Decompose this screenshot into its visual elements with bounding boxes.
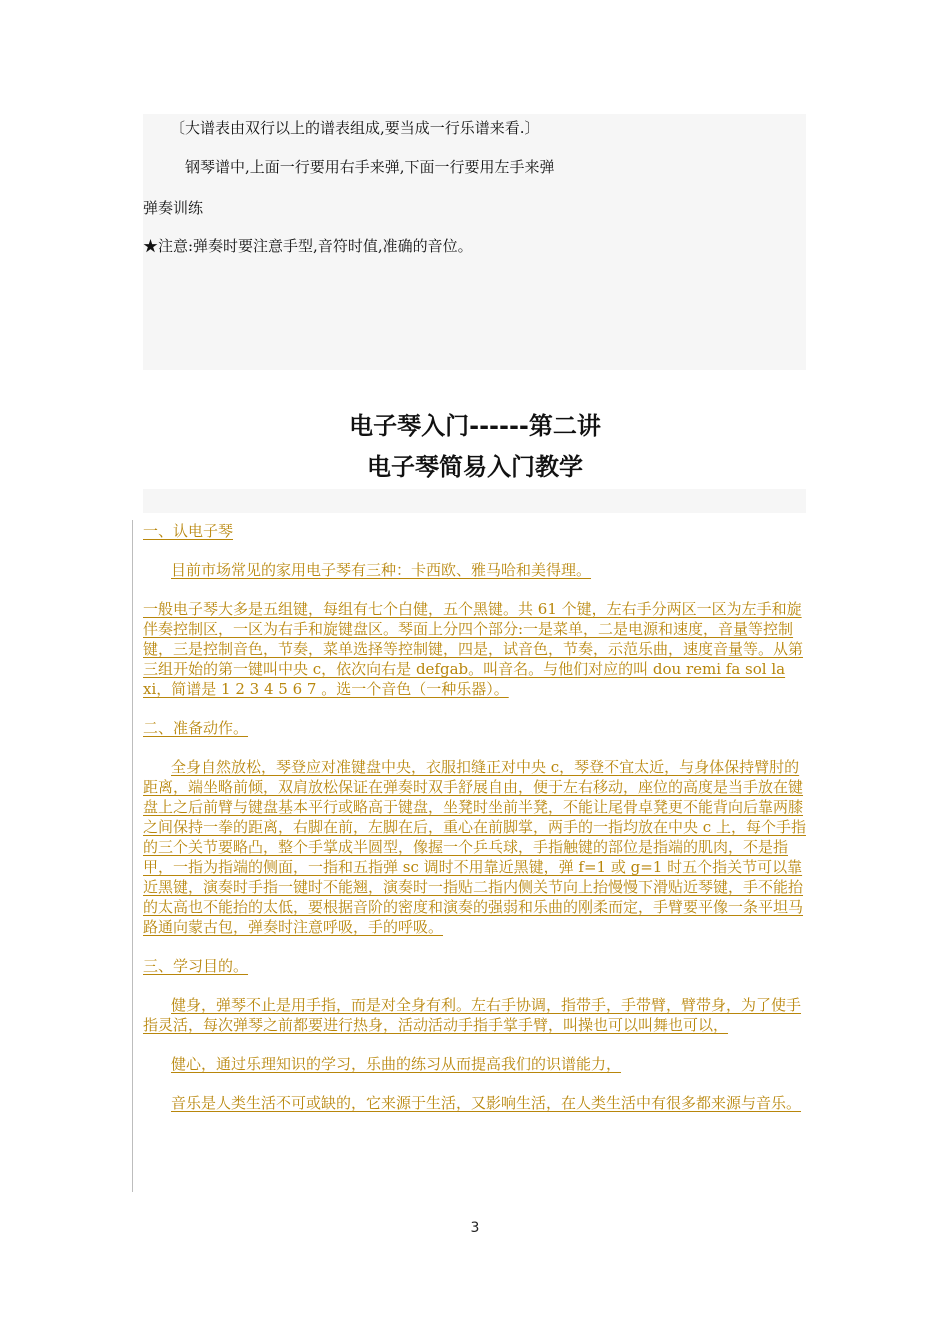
paragraph: 一般电子琴大多是五组键，每组有七个白健，五个黑键。共 61 个键，左右手分两区一区为左手和旋伴奏控制区，一区为右手和旋键盘区。琴面上分四个部分:一是菜单，二是电源和速度，音量等控制键，三是控制音色，节奏，菜单选择等控制键，四是，试音色，节奏，示范乐曲，速度音量等。从第三组开始的第一键叫中央 c，依次向右是 defgab。叫音名。与他们对应的叫 dou remi fa sol la xi，简谱是 1 2 3 4 5 6 7 。选一个音色（一种乐器）。 [143, 600, 804, 698]
lesson-content [143, 521, 808, 1113]
paragraph: 全身自然放松，琴登应对准键盘中央，衣服扣缝正对中央 c，琴登不宜太近，与身体保持臂肘的距离，端坐略前倾，双肩放松保证在弹奏时双手舒展自由，便于左右移动，座位的高度是当手放在键盘上之后前臂与键盘基本平行或略高于键盘，坐凳时坐前半凳，不能让尾骨卓凳更不能背向后靠两膝之间保持一拳的距离，右脚在前，左脚在后，重心在前脚掌，两手的一指均放在中央 c 上，每个手指的三个关节要略凸，整个手掌成半圆型，像握一个乒乓球，手指触键的部位是指端的肌肉，不是指甲，一指为指端的侧面，一指和五指弹 sc 调时不用靠近黑键，弹 f=1 或 g=1 时五个指关节可以靠近黑键，演奏时手指一键时不能翘，演奏时一指贴二指内侧关节向上抬慢慢下滑贴近琴键，手不能抬的太高也不能抬的太低，要根据音阶的密度和演奏的强弱和乐曲的刚柔而定，手臂要平像一条平坦马路通向蒙古包，弹奏时注意呼吸，手的呼吸。 [143, 758, 806, 936]
paragraph: 目前市场常见的家用电子琴有三种：卡西欧、雅马哈和美得理。 [171, 561, 592, 579]
revision-bar [132, 520, 133, 1192]
page-subtitle: 电子琴简易入门教学 [367, 453, 583, 481]
paragraph: 健心，通过乐理知识的学习，乐曲的练习从而提高我们的识谱能力， [171, 1055, 622, 1073]
intro-line-note: ★注意:弹奏时要注意手型,音符时值,准确的音位。 [143, 237, 473, 255]
section-heading-1: 一、认电子琴 [143, 522, 234, 540]
paragraph: 健身，弹琴不止是用手指，而是对全身有利。左右手协调，指带手，手带臂，臂带身，为了使手指灵活，每次弹琴之前都要进行热身，活动活动手指手掌手臂，叫操也可以叫舞也可以， [143, 996, 802, 1034]
section-heading-2: 二、准备动作。 [143, 719, 249, 737]
section-heading-3: 三、学习目的。 [143, 957, 249, 975]
title-divider-strip [143, 489, 806, 513]
page-number: 3 [470, 1220, 480, 1236]
intro-line-grand-staff: 〔大谱表由双行以上的谱表组成,要当成一行乐谱来看.〕 [170, 119, 540, 137]
page-title: 电子琴入门------第二讲 [349, 412, 601, 440]
intro-line-practice: 弹奏训练 [143, 199, 204, 217]
intro-line-piano-hands: 钢琴谱中,上面一行要用右手来弹,下面一行要用左手来弹 [185, 158, 555, 176]
paragraph: 音乐是人类生活不可或缺的，它来源于生活，又影响生活，在人类生活中有很多都来源与音乐。 [171, 1094, 802, 1112]
